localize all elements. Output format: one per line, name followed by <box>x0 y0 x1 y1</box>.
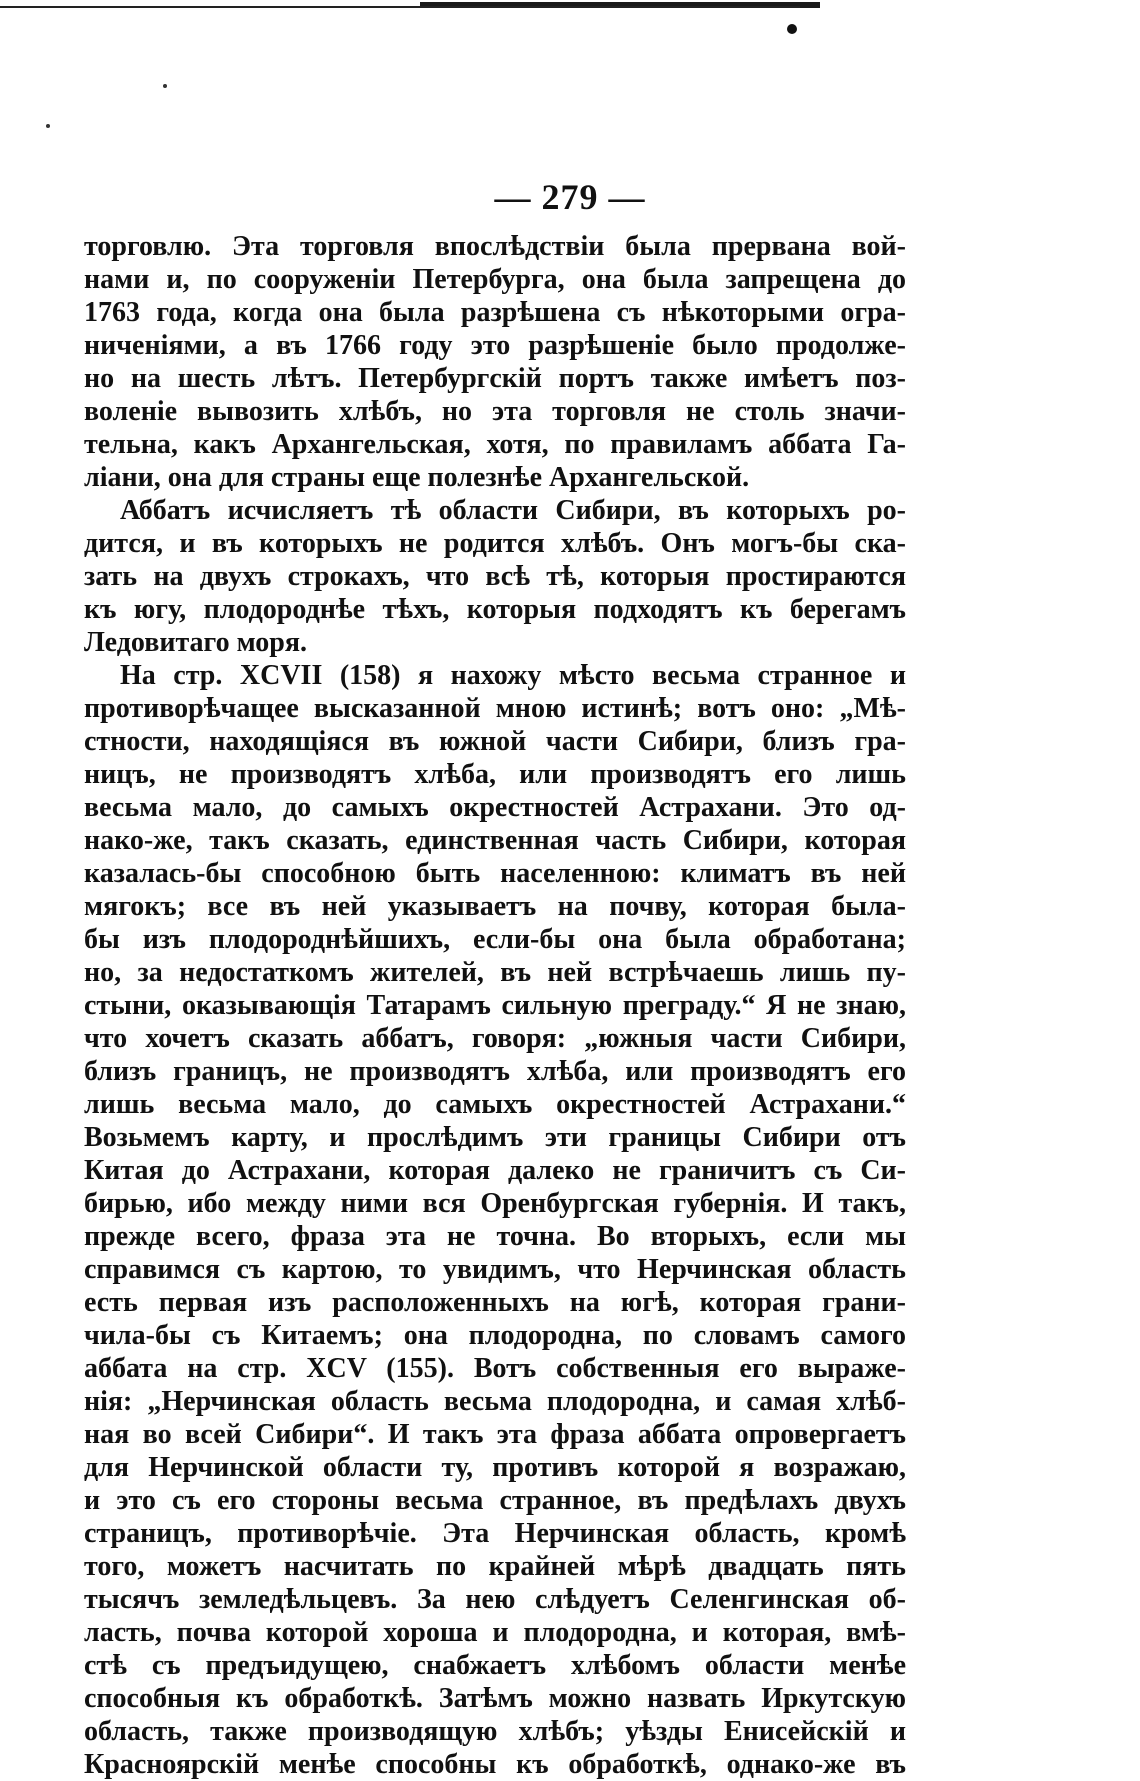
text-line: страницъ, противорѣчіе. Эта Нерчинская область, кромѣ <box>84 1518 906 1549</box>
text-line: лишь весьма мало, до самыхъ окрестностей Астрахани.“ <box>84 1089 906 1120</box>
text-line: мягокъ; все въ ней указываетъ на почву, которая была- <box>84 891 906 922</box>
text-line: близъ границъ, не производятъ хлѣба, или производятъ его <box>84 1056 906 1087</box>
text-line: къ югу, плодороднѣе тѣхъ, которыя подходятъ къ берегамъ <box>84 594 906 625</box>
text-line: Красноярскій менѣе способны къ обработкѣ, однако-же въ <box>84 1749 906 1780</box>
text-line: Возьмемъ карту, и прослѣдимъ эти границы Сибири отъ <box>84 1122 906 1153</box>
text-line: стности, находящіяся въ южной части Сибири, близъ гра- <box>84 726 906 757</box>
text-line: но на шесть лѣтъ. Петербургскій портъ также имѣетъ поз- <box>84 363 906 394</box>
text-line: Китая до Астрахани, которая далеко не граничитъ съ Си- <box>84 1155 906 1186</box>
text-line: На стр. XCVII (158) я нахожу мѣсто весьма странное и <box>120 660 906 691</box>
text-line: Аббатъ исчисляетъ тѣ области Сибири, въ которыхъ ро- <box>120 495 906 526</box>
top-edge-rule <box>0 6 800 8</box>
text-line: ницъ, не производятъ хлѣба, или производятъ его лишь <box>84 759 906 790</box>
text-line: тысячъ земледѣльцевъ. За нею слѣдуетъ Селенгинская об- <box>84 1584 906 1615</box>
ink-speck <box>163 84 167 88</box>
text-line: есть первая изъ расположенныхъ на югѣ, которая грани- <box>84 1287 906 1318</box>
text-line: того, можетъ насчитать по крайней мѣрѣ двадцать пять <box>84 1551 906 1582</box>
text-line: торговлю. Эта торговля впослѣдствіи была прервана вой- <box>84 231 906 262</box>
text-line: нами и, по сооруженіи Петербурга, она была запрещена до <box>84 264 906 295</box>
text-line: нако-же, такъ сказать, единственная часть Сибири, которая <box>84 825 906 856</box>
text-line: стѣ съ предъидущею, снабжаетъ хлѣбомъ области менѣе <box>84 1650 906 1681</box>
text-line: но, за недостаткомъ жителей, въ ней встрѣчаешь лишь пу- <box>84 957 906 988</box>
text-line: стыни, оказывающія Татарамъ сильную преграду.“ Я не знаю, <box>84 990 906 1021</box>
text-line: дится, и въ которыхъ не родится хлѣбъ. Онъ могъ-бы ска- <box>84 528 906 559</box>
text-line: способныя къ обработкѣ. Затѣмъ можно назвать Иркутскую <box>84 1683 906 1714</box>
text-line: справимся съ картою, то увидимъ, что Нерчинская область <box>84 1254 906 1285</box>
text-line: зать на двухъ строкахъ, что всѣ тѣ, которыя простираются <box>84 561 906 592</box>
text-line: и это съ его стороны весьма странное, въ предѣлахъ двухъ <box>84 1485 906 1516</box>
text-line: чила-бы съ Китаемъ; она плодородна, по словамъ самого <box>84 1320 906 1351</box>
text-line: Ледовитаго моря. <box>84 627 307 658</box>
body-text <box>84 230 906 1781</box>
text-line: противорѣчащее высказанной мною истинѣ; вотъ оно: „Мѣ- <box>84 693 906 724</box>
page-number: — 279 — <box>494 177 646 217</box>
text-line: аббата на стр. XCV (155). Вотъ собственныя его выраже- <box>84 1353 906 1384</box>
text-line: ліани, она для страны еще полезнѣе Архангельской. <box>84 462 750 493</box>
text-line: весьма мало, до самыхъ окрестностей Астрахани. Это од- <box>84 792 906 823</box>
text-line: казалась-бы способною быть населенною: климатъ въ ней <box>84 858 906 889</box>
text-line: воленіе вывозить хлѣбъ, но эта торговля не столь значи- <box>84 396 906 427</box>
text-line: ласть, почва которой хороша и плодородна, и которая, вмѣ- <box>84 1617 906 1648</box>
text-line: прежде всего, фраза эта не точна. Во вторыхъ, если мы <box>84 1221 906 1252</box>
text-line: тельна, какъ Архангельская, хотя, по правиламъ аббата Га- <box>84 429 906 460</box>
text-line: ниченіями, а въ 1766 году это разрѣшеніе было продолже- <box>84 330 906 361</box>
ink-speck <box>46 124 50 128</box>
text-line: область, также производящую хлѣбъ; уѣзды Енисейскій и <box>84 1716 906 1747</box>
text-line: что хочетъ сказать аббатъ, говоря: „южныя части Сибири, <box>84 1023 906 1054</box>
text-line: для Нерчинской области ту, противъ которой я возражаю, <box>84 1452 906 1483</box>
text-line: 1763 года, когда она была разрѣшена съ нѣкоторыми огра- <box>84 297 906 328</box>
text-line: нія: „Нерчинская область весьма плодородна, и самая хлѣб- <box>84 1386 906 1417</box>
text-line: ная во всей Сибири“. И такъ эта фраза аббата опровергаетъ <box>84 1419 906 1450</box>
text-line: бирью, ибо между ними вся Оренбургская губернія. И такъ, <box>84 1188 906 1219</box>
ink-dot <box>787 24 797 34</box>
text-line: бы изъ плодороднѣйшихъ, если-бы она была обработана; <box>84 924 906 955</box>
